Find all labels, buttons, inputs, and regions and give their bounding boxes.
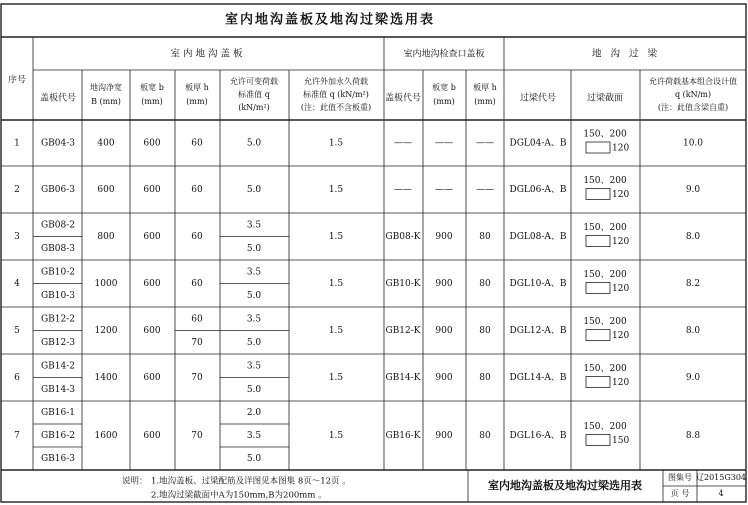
beam-section-height: 120 [612,190,630,200]
clear-width-cell: 600 [97,185,115,195]
var-load-cell: 3.5 [246,431,262,441]
page-no-value: 4 [718,489,724,498]
beam-section-height: 120 [612,237,630,247]
header-beam-section: 过梁截面 [586,93,624,104]
check-code-cell: GB08-K [385,232,421,242]
board-width-cell: 600 [143,431,161,441]
check-thick-cell: 80 [479,373,491,383]
check-thick-cell: —— [476,185,494,195]
beam-section-width: 150、200 [583,223,627,233]
beam-section-height: 120 [612,284,630,294]
cover-code-cell: GB16-3 [40,454,76,464]
seq-cell: 3 [14,232,20,242]
check-code-cell: —— [394,138,412,149]
beam-code-cell: DGL08-A、B [509,232,567,242]
var-load-cell: 3.5 [246,220,262,231]
var-load-cell: 5.0 [246,185,262,195]
check-code-cell: GB16-K [385,431,421,441]
perm-load-cell: 1.5 [328,326,344,336]
board-thick-cell: 60 [191,279,203,289]
perm-load-cell: 1.5 [328,279,344,289]
check-thick-cell: 80 [479,232,491,242]
clear-width-cell: 800 [97,232,115,242]
beam-section-height: 150 [612,436,630,446]
header-board-width-l1: 板宽 b [140,83,164,92]
beam-section-shape [586,377,610,388]
check-width-cell: 900 [435,232,453,242]
title-block-name: 室内地沟盖板及地沟过梁选用表 [488,479,642,492]
header-seq: 序号 [7,75,27,86]
header-clear-width-l2: B (mm) [91,97,121,106]
beam-load-cell: 9.0 [685,185,701,195]
table-body [1,130,746,465]
beam-section-shape [586,283,610,294]
group-check-header: 室内地沟检查口盖板 [403,49,485,60]
header-perm-load-l1: 允许外加永久荷载 [304,77,368,86]
check-thick-cell: —— [476,138,494,149]
check-code-cell: GB12-K [385,326,421,336]
beam-load-cell: 8.2 [685,279,701,289]
cover-code-cell: GB08-2 [40,220,76,231]
check-code-cell: GB10-K [385,279,421,289]
beam-load-cell: 9.0 [685,373,701,383]
clear-width-cell: 1000 [94,279,118,289]
cover-code-cell: GB14-2 [40,361,76,372]
var-load-cell: 3.5 [246,361,262,372]
perm-load-cell: 1.5 [328,373,344,383]
check-width-cell: —— [435,185,453,195]
clear-width-cell: 1600 [94,431,118,441]
board-thick-cell: 60 [191,314,203,325]
perm-load-cell: 1.5 [328,232,344,242]
beam-section-shape [586,435,610,446]
header-var-load-l2: 标准值 q [238,90,270,99]
cover-code-cell: GB10-2 [40,267,76,278]
page-no-label: 页 号 [670,489,690,498]
var-load-cell: 5.0 [246,454,262,464]
check-thick-cell: 80 [479,279,491,289]
beam-code-cell: DGL04-A、B [509,138,567,149]
header-check-width-l1: 板宽 b [432,83,456,92]
header-clear-width-l1: 地沟净宽 [90,83,122,92]
beam-code-cell: DGL06-A、B [509,185,567,195]
board-thick-cell: 70 [191,337,203,348]
beam-section-width: 150、200 [583,317,627,327]
header-check-code: 盖板代号 [384,93,422,104]
header-beam-code: 过梁代号 [519,93,557,104]
check-code-cell: —— [394,185,412,195]
check-thick-cell: 80 [479,431,491,441]
beam-section-width: 150、200 [583,176,627,186]
cover-code-cell: GB12-3 [40,337,76,348]
atlas-no-label: 图集号 [668,473,692,482]
beam-section-height: 120 [612,143,630,154]
header-beam-load-l2: q (kN/m) [674,90,712,99]
perm-load-cell: 1.5 [328,185,344,195]
header-check-thick-l2: (mm) [474,97,496,106]
seq-cell: 5 [14,326,20,336]
header-board-thick-l1: 板厚 h [185,83,209,92]
perm-load-cell: 1.5 [328,138,344,149]
beam-load-cell: 8.8 [685,431,701,441]
header-beam-load-l3: (注：此值含梁自重) [657,103,729,112]
header-beam-load-l1: 允许荷载基本组合设计值 [649,77,737,86]
note-1: 1.地沟盖板、过梁配筋及详图见本图集 8页～12页 。 [151,476,351,487]
header-perm-load-l2: 标准值 q (kN/m²) [303,90,369,99]
beam-section-width: 150、200 [583,129,627,140]
var-load-cell: 5.0 [246,138,262,149]
beam-section-shape [586,189,610,200]
group-beam-header: 地 沟 过 梁 [591,48,661,60]
seq-cell: 2 [14,185,20,195]
header-board-width-l2: (mm) [141,97,163,106]
table-frame [1,4,746,502]
header-perm-load-l3: (注：此值不含板重) [300,103,372,112]
beam-load-cell: 8.0 [685,326,701,336]
note-2: 2.地沟过梁截面中A为150mm,B为200mm 。 [151,490,327,501]
beam-code-cell: DGL14-A、B [509,373,567,383]
var-load-cell: 2.0 [246,408,262,418]
beam-section-shape [586,142,610,153]
board-width-cell: 600 [143,185,161,195]
check-code-cell: GB14-K [385,373,421,383]
check-width-cell: 900 [435,326,453,336]
seq-cell: 1 [14,138,20,149]
var-load-cell: 5.0 [246,337,262,348]
table-title: 室内地沟盖板及地沟过梁选用表 [224,12,436,28]
var-load-cell: 5.0 [246,384,262,395]
beam-section-width: 150、200 [583,270,627,280]
cover-code-cell: GB16-2 [40,431,76,441]
cover-code-cell: GB12-2 [40,314,76,325]
cover-code-cell: GB08-3 [40,243,76,254]
header-board-thick-l2: (mm) [186,97,208,106]
beam-load-cell: 10.0 [682,138,704,149]
header-var-load-l3: (kN/m²) [238,103,270,112]
check-width-cell: 900 [435,431,453,441]
header-check-thick-l1: 板厚 h [473,83,497,92]
board-thick-cell: 70 [191,431,203,441]
check-width-cell: —— [435,138,453,149]
var-load-cell: 3.5 [246,267,262,278]
atlas-no-value: 辽2015G304 [695,473,747,482]
seq-cell: 6 [14,373,20,383]
beam-section-width: 150、200 [583,364,627,374]
group-cover-header: 室内地沟盖板 [170,48,246,60]
beam-code-cell: DGL12-A、B [509,326,567,336]
beam-section-shape [586,330,610,341]
cover-code-cell: GB14-3 [40,384,76,395]
clear-width-cell: 400 [97,138,115,149]
check-thick-cell: 80 [479,326,491,336]
cover-code-cell: GB06-3 [40,185,76,195]
seq-cell: 7 [14,431,20,441]
clear-width-cell: 1400 [94,373,118,383]
cover-code-cell: GB04-3 [40,138,76,149]
seq-cell: 4 [14,279,20,289]
beam-load-cell: 8.0 [685,232,701,242]
perm-load-cell: 1.5 [328,431,344,441]
clear-width-cell: 1200 [94,326,118,336]
cover-code-cell: GB16-1 [40,408,76,418]
beam-section-width: 150、200 [583,422,627,432]
board-width-cell: 600 [143,279,161,289]
board-width-cell: 600 [143,138,161,149]
beam-code-cell: DGL16-A、B [509,431,567,441]
board-width-cell: 600 [143,326,161,336]
beam-section-height: 120 [612,331,630,341]
board-width-cell: 600 [143,232,161,242]
beam-section-shape [586,236,610,247]
var-load-cell: 3.5 [246,314,262,325]
beam-section-height: 120 [612,378,630,388]
header-cover-code: 盖板代号 [39,93,77,104]
check-width-cell: 900 [435,373,453,383]
cover-code-cell: GB10-3 [40,290,76,301]
beam-code-cell: DGL10-A、B [509,279,567,289]
check-width-cell: 900 [435,279,453,289]
board-thick-cell: 60 [191,232,203,242]
var-load-cell: 5.0 [246,290,262,301]
notes-label: 说明： [122,476,148,487]
board-thick-cell: 60 [191,185,203,195]
header-check-width-l2: (mm) [433,97,455,106]
board-width-cell: 600 [143,373,161,383]
header-var-load-l1: 允许可变荷载 [230,77,278,86]
board-thick-cell: 60 [191,138,203,149]
var-load-cell: 5.0 [246,243,262,254]
board-thick-cell: 70 [191,373,203,383]
